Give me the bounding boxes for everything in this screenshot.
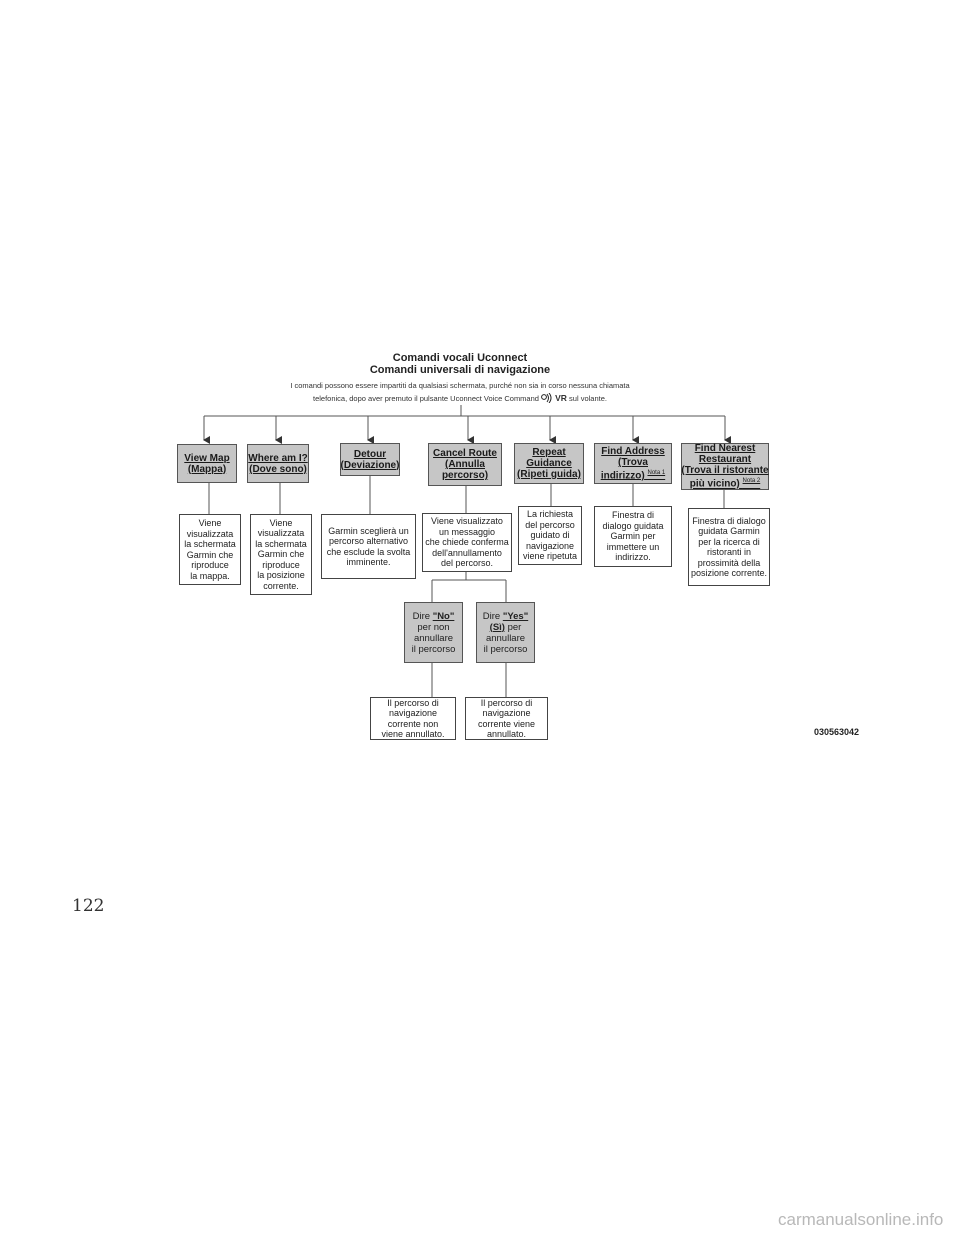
desc-line: annullato. (486, 729, 527, 739)
desc-line: Finestra di (611, 510, 655, 521)
desc-line: dialogo guidata (602, 520, 664, 531)
desc-line: corrente non (387, 718, 439, 729)
command-label (690, 476, 760, 489)
command-label: View Map (184, 452, 230, 464)
command-label: (Dove sono) (249, 463, 307, 475)
desc-find-address (594, 506, 672, 567)
say-word: "Yes" (502, 610, 529, 622)
desc-line: ristoranti in (706, 547, 751, 557)
command-label: Find Address (601, 445, 665, 457)
command-label: Cancel Route (433, 448, 497, 459)
desc-line: riproduce (262, 559, 300, 570)
desc-line: Garmin sceglierà un (328, 525, 409, 536)
desc-line: Garmin per (610, 531, 656, 542)
desc-line: del percorso (525, 519, 575, 530)
say-yes-box (476, 602, 535, 663)
result-yes (465, 697, 548, 740)
figure-code: 030563042 (814, 727, 860, 737)
desc-repeat-guidance (518, 506, 582, 565)
desc-line: posizione corrente. (690, 568, 768, 578)
vr-label: VR (555, 393, 567, 403)
desc-line: del percorso. (440, 558, 494, 569)
desc-line: Garmin che (257, 549, 305, 560)
command-label-text: indirizzo) (600, 470, 645, 482)
command-label: (Ripeti guida) (517, 469, 581, 480)
page-number: 122 (72, 896, 105, 916)
note-ref: Nota 2 (742, 478, 761, 485)
desc-line: Garmin che (186, 549, 234, 560)
desc-line: percorso alternativo (328, 536, 409, 546)
desc-cancel-route (422, 513, 512, 572)
say-line (413, 611, 455, 622)
desc-line: prossimità della (697, 557, 761, 568)
desc-line: la schermata (255, 538, 307, 549)
desc-line: che esclude la svolta (326, 546, 411, 557)
command-label: (Trova il ristorante (681, 465, 769, 477)
say-dire: Dire (482, 610, 501, 622)
desc-line: la posizione (257, 570, 305, 581)
command-detour (340, 443, 400, 476)
command-repeat-guidance (514, 443, 584, 484)
desc-line: guidato di (530, 530, 570, 541)
say-line: annullare (413, 632, 454, 644)
header-note-line-1: I comandi possono essere impartiti da qualsiasi schermata, purché non sia in corso nessuna chiamata (290, 381, 630, 390)
voice-command-icon (541, 393, 553, 403)
desc-line: indirizzo. (615, 552, 651, 563)
desc-line: guidata Garmin (698, 526, 760, 536)
desc-line: visualizzata (257, 528, 305, 539)
command-find-address (594, 443, 672, 484)
desc-find-nearest-restaurant (688, 508, 770, 586)
say-line: per non (417, 621, 450, 633)
desc-line: navigazione (388, 708, 438, 718)
desc-line: Viene visualizzato (431, 516, 503, 527)
header-note-text: telefonica, dopo aver premuto il pulsante Uconnect Voice Command (312, 394, 539, 403)
desc-line: Il percorso di (480, 697, 533, 708)
say-no-box (404, 602, 463, 663)
diagram-title: Comandi vocali Uconnect (392, 352, 528, 364)
desc-line: la mappa. (190, 570, 230, 581)
command-view-map (177, 444, 237, 483)
desc-line: la schermata (184, 539, 236, 549)
command-find-nearest-restaurant (681, 443, 769, 490)
result-no (370, 697, 456, 740)
say-word: "No" (432, 610, 455, 622)
command-label: Detour (353, 448, 387, 460)
desc-line: viene ripetuta (522, 551, 578, 562)
desc-detour (321, 514, 416, 579)
say-line: annullare (485, 632, 526, 644)
header-note-end: sul volante. (569, 394, 607, 403)
desc-line: corrente. (263, 580, 299, 591)
desc-line: che chiede conferma (425, 537, 509, 548)
command-label: Restaurant (698, 454, 752, 466)
desc-line: corrente viene (477, 718, 536, 729)
desc-line: navigazione (525, 540, 575, 551)
desc-line: per la ricerca di (698, 536, 760, 547)
command-label (601, 468, 665, 481)
command-label: (Annulla (445, 459, 485, 470)
command-label: Where am I? (248, 452, 308, 464)
desc-line: viene annullato. (381, 729, 445, 739)
desc-where-am-i (250, 514, 312, 595)
say-line: il percorso (483, 643, 528, 655)
say-word-rest: per (507, 621, 522, 633)
command-label: (Deviazione) (340, 459, 400, 471)
command-label: percorso) (441, 470, 489, 481)
command-label-text: più vicino) (689, 478, 740, 490)
desc-line: La richiesta (526, 509, 574, 520)
desc-line: Il percorso di (387, 697, 439, 708)
desc-line: imminente. (346, 557, 391, 567)
desc-line: visualizzata (186, 528, 234, 539)
desc-line: Viene (269, 517, 293, 528)
desc-line: dell'annullamento (432, 547, 502, 558)
desc-line: navigazione (482, 708, 531, 718)
desc-line: Finestra di dialogo (692, 515, 766, 526)
say-line (483, 611, 528, 622)
desc-line: riproduce (191, 560, 229, 570)
command-label: Repeat (532, 447, 566, 458)
desc-line: un messaggio (438, 526, 496, 537)
say-dire: Dire (412, 610, 431, 622)
diagram-subtitle: Comandi universali di navigazione (369, 364, 551, 376)
header-note-line-2 (240, 393, 680, 403)
command-where-am-i (247, 444, 309, 483)
command-cancel-route (428, 443, 502, 486)
desc-line: Viene (198, 518, 222, 528)
desc-view-map (179, 514, 241, 585)
watermark: carmanualsonline.info (778, 1210, 944, 1229)
command-label: (Trova (617, 456, 648, 468)
say-line: il percorso (411, 643, 456, 655)
command-label: Guidance (526, 458, 572, 469)
desc-line: immettere un (606, 541, 660, 552)
command-label: (Mappa) (187, 463, 227, 475)
say-line (490, 622, 522, 633)
note-ref: Nota 1 (647, 469, 666, 476)
say-word-translation: (Sì) (489, 621, 505, 633)
command-label: Find Nearest (694, 443, 756, 455)
